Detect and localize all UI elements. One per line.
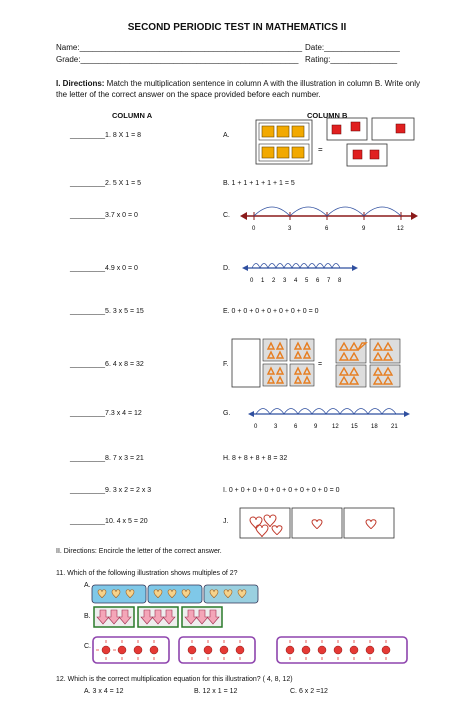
option-h-label: H. 8 + 8 + 8 + 8 = 32 xyxy=(223,455,288,462)
equals-sign: = xyxy=(318,145,323,154)
item-7 xyxy=(70,410,142,417)
tick-label: 7 xyxy=(327,278,331,284)
part2-directions: II. Directions: Encircle the letter of the correct answer. xyxy=(56,548,222,555)
item-6 xyxy=(70,361,144,368)
option-a-illustration xyxy=(256,118,416,168)
item-text: 10. 4 x 5 = 20 xyxy=(105,518,148,525)
frame xyxy=(372,118,414,140)
tick-label: 21 xyxy=(391,424,398,430)
item-text: 2. 5 X 1 = 5 xyxy=(105,180,142,187)
item-text: 6. 4 x 8 = 32 xyxy=(105,361,144,368)
tick-label: 3 xyxy=(288,226,292,232)
orange-square xyxy=(292,147,304,158)
option-f-illustration xyxy=(232,339,412,389)
frame xyxy=(292,508,342,538)
item-5 xyxy=(70,308,144,315)
tick-label: 9 xyxy=(362,226,366,232)
q11-option-b[interactable]: B. xyxy=(84,613,91,620)
q11-option-b-illustration xyxy=(94,606,224,630)
orange-square xyxy=(292,126,304,137)
q12-option-b[interactable]: B. 12 x 1 = 12 xyxy=(194,688,238,695)
tick-label: 12 xyxy=(397,226,404,232)
answer-blank[interactable]: _________ xyxy=(70,518,106,525)
date-field[interactable]: _________________ xyxy=(324,43,400,52)
tick-label: 2 xyxy=(272,278,276,284)
answer-blank[interactable]: _________ xyxy=(70,308,106,315)
grade-field[interactable]: _________________________________________________ xyxy=(80,55,299,64)
frame xyxy=(232,339,260,387)
question-12: 12. Which is the correct multiplication equation for this illustration? ( 4, 8, 12) xyxy=(56,676,293,683)
column-b-header: COLUMN B xyxy=(307,111,348,120)
tick-label: 3 xyxy=(274,424,278,430)
frame xyxy=(344,508,394,538)
equals-sign: = xyxy=(318,361,323,368)
question-11: 11. Which of the following illustration shows multiples of 2? xyxy=(56,570,238,577)
tick-label: 15 xyxy=(351,424,358,430)
item-10 xyxy=(70,518,148,525)
part1-heading: I. Directions: xyxy=(56,79,105,88)
item-text: 3.7 x 0 = 0 xyxy=(105,212,138,219)
arrow-left-icon xyxy=(240,212,247,220)
arrow-right-icon xyxy=(411,212,418,220)
tick-label: 8 xyxy=(338,278,342,284)
option-e-label: E. 0 + 0 + 0 + 0 + 0 + 0 + 0 = 0 xyxy=(223,308,319,315)
q11-option-c[interactable]: C. xyxy=(84,643,91,650)
name-row xyxy=(56,43,302,52)
tick-label: 0 xyxy=(250,278,254,284)
hop-arcs xyxy=(256,409,396,415)
tick-label: 18 xyxy=(371,424,378,430)
q11-option-a[interactable]: A. xyxy=(84,582,91,589)
q12-option-a[interactable]: A. 3 x 4 = 12 xyxy=(84,688,124,695)
tick-label: 9 xyxy=(314,424,318,430)
tick-label: 0 xyxy=(252,226,256,232)
answer-blank[interactable]: _________ xyxy=(70,212,106,219)
tick-label: 6 xyxy=(325,226,329,232)
grade-label: Grade: xyxy=(56,55,81,64)
name-label: Name: xyxy=(56,43,80,52)
orange-square xyxy=(262,147,274,158)
item-1 xyxy=(70,132,141,139)
option-g-label: G. xyxy=(223,410,231,417)
option-d-numberline xyxy=(232,254,362,288)
hop-arcs xyxy=(252,264,340,269)
item-text: 5. 3 x 5 = 15 xyxy=(105,308,144,315)
hop-arc xyxy=(327,207,364,216)
item-text: 1. 8 X 1 = 8 xyxy=(105,132,142,139)
option-c-label: C. xyxy=(223,212,230,219)
red-square xyxy=(353,150,362,159)
heart-icons xyxy=(250,515,376,537)
answer-blank[interactable]: _________ xyxy=(70,487,106,494)
option-b-label: B. 1 + 1 + 1 + 1 + 1 = 5 xyxy=(223,180,295,187)
part1-text: Match the multiplication sentence in column A with the illustration in column B. Write only the letter of the correct answer on the space provided before each number. xyxy=(56,79,421,99)
tick-label: 4 xyxy=(294,278,298,284)
option-j-illustration xyxy=(240,508,420,540)
tick-label: 12 xyxy=(332,424,339,430)
answer-blank[interactable]: _________ xyxy=(70,455,106,462)
arrow-right-icon xyxy=(404,411,410,417)
item-9 xyxy=(70,487,151,494)
item-3 xyxy=(70,212,138,219)
red-square xyxy=(370,150,379,159)
option-f-label: F. xyxy=(223,361,229,368)
red-square xyxy=(396,124,405,133)
name-field[interactable]: __________________________________________________ xyxy=(79,43,303,52)
q11-option-c-illustration xyxy=(92,635,412,667)
option-g-numberline xyxy=(236,400,416,434)
item-2 xyxy=(70,180,141,187)
option-d-label: D. xyxy=(223,265,230,272)
rating-row xyxy=(305,55,397,64)
rating-field[interactable]: _______________ xyxy=(330,55,398,64)
red-square xyxy=(351,122,360,131)
answer-blank[interactable]: _________ xyxy=(70,180,106,187)
sun-icons xyxy=(102,646,390,654)
arrow-left-icon xyxy=(242,265,248,271)
tick-label: 5 xyxy=(305,278,309,284)
page-title: SECOND PERIODIC TEST IN MATHEMATICS II xyxy=(127,22,347,33)
answer-blank[interactable]: _________ xyxy=(70,132,106,139)
date-label: Date: xyxy=(305,43,325,52)
item-4 xyxy=(70,265,138,272)
hop-arc xyxy=(254,207,290,216)
orange-square xyxy=(262,126,274,137)
orange-square xyxy=(277,126,289,137)
rating-label: Rating: xyxy=(305,55,331,64)
answer-blank[interactable]: _________ xyxy=(70,265,106,272)
part1-directions xyxy=(56,78,426,100)
option-i-label: I. 0 + 0 + 0 + 0 + 0 + 0 + 0 + 0 + 0 = 0 xyxy=(223,487,340,494)
answer-blank[interactable]: _________ xyxy=(70,410,106,417)
arrow-left-icon xyxy=(248,411,254,417)
column-a-header: COLUMN A xyxy=(112,111,153,120)
arrow-down-icons xyxy=(97,610,219,624)
red-square xyxy=(332,125,341,134)
tick-label: 1 xyxy=(261,278,265,284)
tick-label: 6 xyxy=(316,278,320,284)
item-text: 4.9 x 0 = 0 xyxy=(105,265,138,272)
arrow-right-icon xyxy=(352,265,358,271)
answer-blank[interactable]: _________ xyxy=(70,361,106,368)
item-8 xyxy=(70,455,144,462)
q12-option-c[interactable]: C. 6 x 2 =12 xyxy=(290,688,328,695)
q11-option-a-illustration xyxy=(92,584,262,606)
option-c-numberline xyxy=(240,200,420,234)
grade-row xyxy=(56,55,298,64)
item-text: 8. 7 x 3 = 21 xyxy=(105,455,144,462)
item-text: 9. 3 x 2 = 2 x 3 xyxy=(105,487,152,494)
item-text: 7.3 x 4 = 12 xyxy=(105,410,142,417)
option-a-label: A. xyxy=(223,132,230,139)
tick-label: 0 xyxy=(254,424,258,430)
tick-label: 6 xyxy=(294,424,298,430)
hop-arc xyxy=(290,207,327,216)
orange-square xyxy=(277,147,289,158)
option-j-label: J. xyxy=(223,518,229,525)
tick-label: 3 xyxy=(283,278,287,284)
date-row xyxy=(305,43,400,52)
hop-arc xyxy=(364,207,401,216)
